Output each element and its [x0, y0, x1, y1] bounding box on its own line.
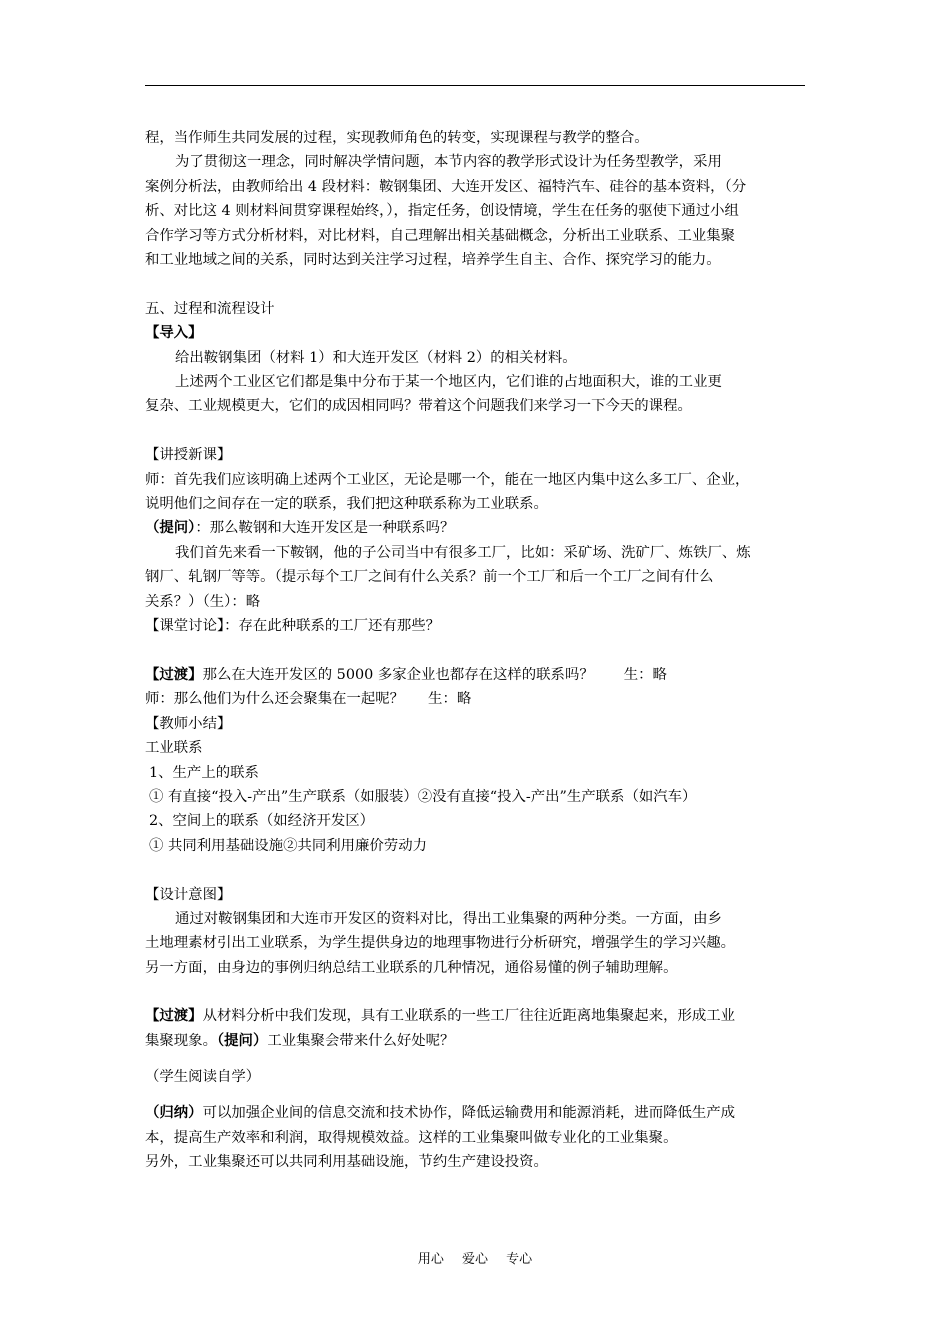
- intro-heading: 【导入】: [145, 324, 203, 342]
- summary-heading: 【教师小结】: [145, 715, 232, 732]
- conclusion-text-3: 另外，工业集聚还可以共同利用基础设施，节约生产建设投资。: [145, 1154, 548, 1171]
- student-answer: 生：略: [623, 666, 667, 683]
- anshan-line-3: 关系？）（生）：略: [145, 593, 261, 610]
- design-heading: 【设计意图】: [145, 886, 232, 903]
- question-text: ：那么鞍钢和大连开发区是一种联系吗？: [195, 520, 455, 537]
- discussion-line: 【课堂讨论】：存在此种联系的工厂还有那些？: [145, 618, 441, 635]
- question-label: （提问）: [145, 519, 196, 537]
- transition-2-text: 从材料分析中我们发现，具有工业联系的一些工厂往往近距离地集聚起来，形成工业: [202, 1008, 736, 1025]
- transition-text: 那么在大连开发区的 5000 多家企业也都存在这样的联系吗？: [202, 666, 594, 683]
- transition-2-label: 【过渡】: [145, 1007, 203, 1025]
- intro-line-3: 复杂、工业规模更大，它们的成因相同吗？带着这个问题我们来学习一下今天的课程。: [145, 398, 692, 415]
- paragraph-teaching-form-line-3: 析、对比这 4 则材料间贯穿课程始终，），指定任务，创设情境，学生在任务的驱使下通过小组: [145, 203, 739, 220]
- summary-line: ① 共同利用基础设施②共同利用廉价劳动力: [149, 837, 427, 854]
- document-body: [145, 126, 807, 1175]
- question-2-label: （提问）: [216, 1031, 268, 1049]
- paragraph-teaching-form-line-2: 案例分析法，由教师给出 4 段材料：鞍钢集团、大连开发区、福特汽车、硅谷的基本资料，（分: [145, 178, 747, 195]
- paragraph-teaching-form-line-4: 合作学习等方式分析材料，对比材料，自己理解出相关基础概念，分析出工业联系、工业集聚: [145, 227, 736, 244]
- transition-2-text-cont: 集聚现象。: [145, 1032, 217, 1049]
- page-footer: 用心 爱心 专心: [417, 1252, 533, 1267]
- transition-label: 【过渡】: [145, 665, 203, 683]
- paragraph-continuation: 程，当作师生共同发展的过程，实现教师角色的转变，实现课程与教学的整合。: [145, 130, 649, 146]
- paragraph-teaching-form-line-1: 为了贯彻这一理念，同时解决学情问题，本节内容的教学形式设计为任务型教学，采用: [175, 154, 722, 171]
- student-answer: 生：略: [428, 691, 472, 708]
- anshan-line-2: 钢厂、轧钢厂等等。（提示每个工厂之间有什么关系？前一个工厂和后一个工厂之间有什么: [145, 569, 714, 586]
- header-rule: [145, 85, 805, 86]
- teacher-question: 师：那么他们为什么还会聚集在一起呢？: [145, 691, 405, 708]
- conclusion-text-2: 本，提高生产效率和利润，取得规模效益。这样的工业集聚叫做专业化的工业集聚。: [145, 1129, 678, 1146]
- anshan-line-1: 我们首先来看一下鞍钢，他的子公司当中有很多工厂，比如：采矿场、洗矿厂、炼铁厂、炼: [175, 544, 751, 561]
- design-line-3: 另一方面，由身边的事例归纳总结工业联系的几种情况，通俗易懂的例子辅助理解。: [145, 959, 678, 976]
- design-line-1: 通过对鞍钢集团和大连市开发区的资料对比，得出工业集聚的两种分类。一方面，由乡: [175, 910, 722, 927]
- intro-line-1: 给出鞍钢集团（材料 1）和大连开发区（材料 2）的相关材料。: [175, 349, 577, 366]
- conclusion-text: 可以加强企业间的信息交流和技术协作，降低运输费用和能源消耗，进而降低生产成: [202, 1105, 736, 1122]
- conclusion-label: （归纳）: [145, 1104, 203, 1122]
- section-heading: 五、过程和流程设计: [145, 300, 275, 317]
- intro-line-2: 上述两个工业区它们都是集中分布于某一个地区内，它们谁的占地面积大，谁的工业更: [175, 374, 722, 391]
- summary-line: 工业联系: [145, 740, 203, 757]
- self-study-note: （学生阅读自学）: [145, 1068, 261, 1085]
- summary-line: 1、生产上的联系: [149, 764, 259, 781]
- lecture-heading: 【讲授新课】: [145, 447, 232, 464]
- lecture-line-2: 说明他们之间存在一定的联系，我们把这种联系称为工业联系。: [145, 496, 548, 513]
- design-line-2: 土地理素材引出工业联系，为学生提供身边的地理事物进行分析研究，增强学生的学习兴趣。: [145, 935, 736, 952]
- summary-line: 2、空间上的联系（如经济开发区）: [149, 813, 375, 830]
- lecture-line-1: 师：首先我们应该明确上述两个工业区，无论是哪一个，能在一地区内集中这么多工厂、企业，: [145, 471, 750, 488]
- question-2-text: 工业集聚会带来什么好处呢？: [267, 1032, 455, 1049]
- summary-line: ① 有直接“投入-产出”生产联系（如服装）②没有直接“投入-产出”生产联系（如汽车）: [149, 788, 697, 805]
- paragraph-teaching-form-line-5: 和工业地域之间的关系，同时达到关注学习过程，培养学生自主、合作、探究学习的能力。: [145, 252, 721, 269]
